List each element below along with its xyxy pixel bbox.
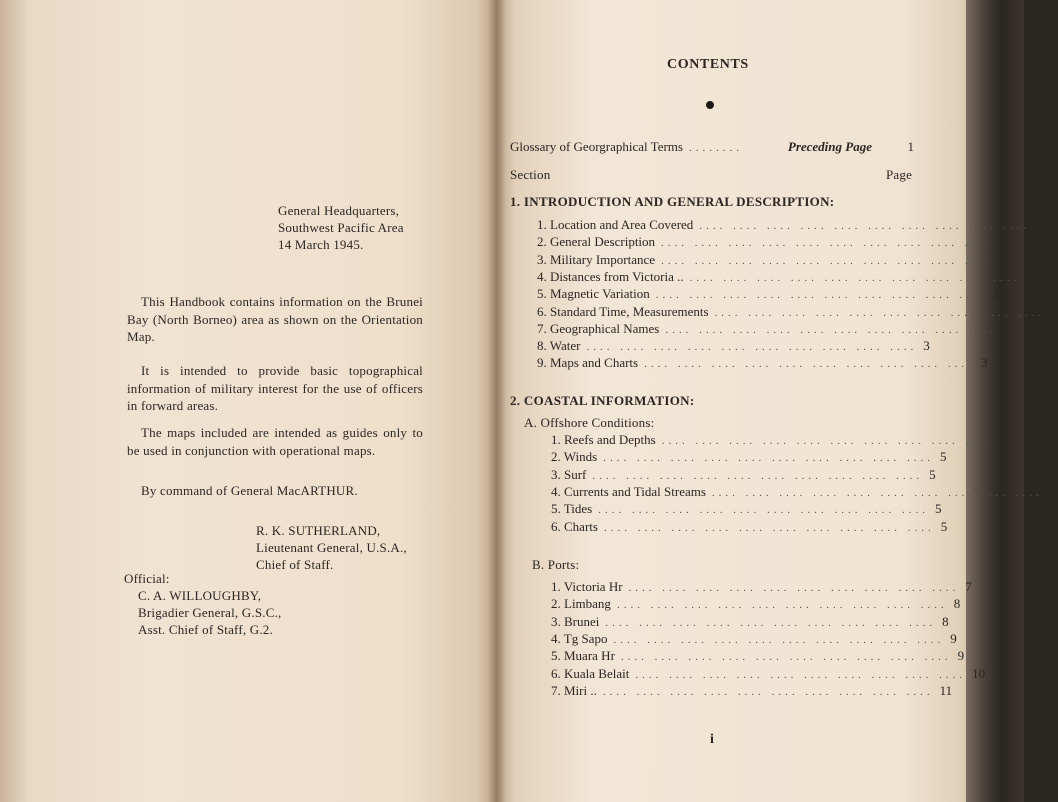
toc-item-label: 3. Surf xyxy=(551,466,587,482)
page-header: Page xyxy=(886,167,913,182)
toc-item-label: 6. Standard Time, Measurements xyxy=(537,303,709,319)
toc-item-label: 7. Miri .. xyxy=(551,682,597,698)
toc-item-label: 5. Tides xyxy=(551,501,593,517)
toc-item-page: 3 xyxy=(923,338,930,354)
glossary-label: Glossary of Georgraphical Terms xyxy=(510,139,683,154)
offshore-item-6: 6. Charts .... .... .... .... .... .... .... .... .... .... 5 xyxy=(551,518,948,534)
toc-item-label: 1. Victoria Hr xyxy=(551,579,623,594)
toc-item-page: 10 xyxy=(972,665,986,681)
section-1-heading: 1. INTRODUCTION AND GENERAL DESCRIPTION: xyxy=(510,194,835,209)
ports-item-1: 1. Victoria Hr .... .... .... .... .... .... .... .... .... .... 7 xyxy=(551,579,972,594)
section-header: Section xyxy=(510,167,551,182)
toc-item-page: 11 xyxy=(939,682,953,698)
toc-item-label: 1. Location and Area Covered xyxy=(537,217,694,232)
ports-item-5: 5. Muara Hr .... .... .... .... .... .... .... .... .... .... 9 xyxy=(551,648,965,664)
hq-date: 14 March 1945. xyxy=(278,237,364,252)
toc-item-page: 2 xyxy=(1002,320,1009,336)
hq-line-2: Southwest Pacific Area xyxy=(278,220,404,235)
signature-title: Chief of Staff. xyxy=(256,557,334,572)
offshore-item-1: 1. Reefs and Depths .... .... .... .... .... .... .... .... .... .... 5 xyxy=(551,432,1005,447)
toc-item-page: 9 xyxy=(950,630,957,646)
official-rank: Brigadier General, G.S.C., xyxy=(138,605,282,620)
paragraph-command: By command of General MacARTHUR. xyxy=(141,483,358,498)
toc-item-label: 6. Charts xyxy=(551,518,598,534)
toc-item-page: 2 xyxy=(992,286,1000,302)
toc-item-label: 4. Currents and Tidal Streams xyxy=(551,483,706,499)
ports-item-3: 3. Brunei .... .... .... .... .... .... .... .... .... .... 8 xyxy=(551,613,949,629)
toc-item-label: 3. Military Importance xyxy=(537,251,656,267)
glossary-page: 1 xyxy=(907,139,914,154)
offshore-item-2: 2. Winds .... .... .... .... .... .... .... .... .... .... 5 xyxy=(551,449,947,465)
offshore-item-4: 4. Currents and Tidal Streams .... .... .... .... .... .... .... .... .... .... 5 xyxy=(551,483,1056,499)
intro-item-4: 4. Distances from Victoria .. .... .... .... .... .... .... .... .... .... .... 2 xyxy=(537,268,1033,284)
toc-item-label: 5. Muara Hr xyxy=(551,648,615,664)
paragraph-3: The maps included are intended as guides only to be used in conjunction with operational maps. xyxy=(127,425,423,458)
intro-item-3: 3. Military Importance .... .... .... .... .... .... .... .... .... .... 1 xyxy=(537,251,1005,267)
glossary-row: Glossary of Georgraphical Terms ........ Preceding Page 1 xyxy=(510,139,914,154)
toc-item-label: 4. Tg Sapo xyxy=(551,630,608,646)
toc-item-label: 8. Water xyxy=(537,338,581,354)
bullet-dot xyxy=(706,101,714,109)
hq-line-1: General Headquarters, xyxy=(278,203,400,218)
toc-item-label: 3. Brunei xyxy=(551,613,600,629)
toc-item-page: 1 xyxy=(997,251,1005,267)
subsection-a-label: A. Offshore Conditions: xyxy=(524,415,655,430)
toc-item-page: 2 xyxy=(1026,268,1033,284)
signature-rank: Lieutenant General, U.S.A., xyxy=(256,540,407,555)
toc-item-page: 1 xyxy=(997,234,1005,250)
signature-name: R. K. SUTHERLAND, xyxy=(256,523,381,538)
toc-item-label: 5. Magnetic Variation xyxy=(537,286,650,302)
offshore-item-3: 3. Surf .... .... .... .... .... .... .... .... .... .... 5 xyxy=(551,466,936,482)
paragraph-1: This Handbook contains information on the Brunei Bay (North Borneo) area as shown on the Orientation Map. xyxy=(127,294,423,344)
glossary-ref: Preceding Page xyxy=(787,139,872,154)
official-label: Official: xyxy=(124,571,170,586)
toc-item-page: 1 xyxy=(1036,217,1043,232)
offshore-item-5: 5. Tides .... .... .... .... .... .... .... .... .... .... 5 xyxy=(551,501,942,517)
toc-item-label: 2. General Description xyxy=(537,234,656,250)
toc-item-label: 6. Kuala Belait xyxy=(551,665,630,681)
ports-item-2: 2. Limbang .... .... .... .... .... .... .... .... .... .... 8 xyxy=(551,596,961,612)
intro-item-1: 1. Location and Area Covered .... .... .... .... .... .... .... .... .... .... 1 xyxy=(537,217,1043,232)
toc-item-page: 7 xyxy=(965,579,972,594)
official-name: C. A. WILLOUGHBY, xyxy=(138,588,262,603)
toc-item-label: 2. Winds xyxy=(551,449,598,465)
intro-item-5: 5. Magnetic Variation .... .... .... .... .... .... .... .... .... .... 2 xyxy=(537,286,1000,302)
ports-item-4: 4. Tg Sapo .... .... .... .... .... .... .... .... .... .... 9 xyxy=(551,630,957,646)
intro-item-6: 6. Standard Time, Measurements .... .... .... .... .... .... .... .... .... .... 2 xyxy=(537,303,1058,319)
intro-item-2: 2. General Description .... .... .... .... .... .... .... .... .... .... 1 xyxy=(537,234,1005,250)
toc-item-page: 2 xyxy=(1051,303,1058,319)
toc-item-page: 3 xyxy=(980,355,988,371)
section-2-heading: 2. COASTAL INFORMATION: xyxy=(510,393,695,408)
toc-item-page: 5 xyxy=(1048,483,1056,499)
ports-item-7: 7. Miri .. .... .... .... .... .... .... .... .... .... .... 11 xyxy=(551,682,953,698)
toc-item-page: 5 xyxy=(940,518,948,534)
intro-item-9: 9. Maps and Charts .... .... .... .... .... .... .... .... .... .... 3 xyxy=(537,355,988,371)
intro-item-8: 8. Water .... .... .... .... .... .... .... .... .... .... 3 xyxy=(537,338,930,354)
official-title: Asst. Chief of Staff, G.2. xyxy=(138,622,273,637)
toc-item-page: 8 xyxy=(942,613,949,629)
book-gutter xyxy=(488,0,506,802)
toc-item-page: 9 xyxy=(957,648,965,664)
toc-item-page: 5 xyxy=(998,432,1005,447)
toc-item-label: 9. Maps and Charts xyxy=(537,355,639,371)
toc-item-label: 4. Distances from Victoria .. xyxy=(537,268,684,284)
toc-item-page: 8 xyxy=(953,596,961,612)
ports-item-6: 6. Kuala Belait .... .... .... .... .... .... .... .... .... .... 10 xyxy=(551,665,986,681)
subsection-b-label: B. Ports: xyxy=(532,557,580,572)
page-number: i xyxy=(710,732,715,747)
toc-item-label: 7. Geographical Names xyxy=(537,320,660,336)
toc-item-page: 5 xyxy=(939,449,947,465)
toc-item-label: 1. Reefs and Depths xyxy=(551,432,656,447)
contents-title: CONTENTS xyxy=(667,57,749,72)
toc-item-page: 5 xyxy=(934,501,942,517)
paragraph-2: It is intended to provide basic topographical information of military interest for the use of officers in forward areas. xyxy=(127,363,423,413)
toc-item-page: 5 xyxy=(929,466,936,482)
toc-item-label: 2. Limbang xyxy=(551,596,611,612)
intro-item-7: 7. Geographical Names .... .... .... .... .... .... .... .... .... .... 2 xyxy=(537,320,1009,336)
page-edges xyxy=(966,0,1024,802)
